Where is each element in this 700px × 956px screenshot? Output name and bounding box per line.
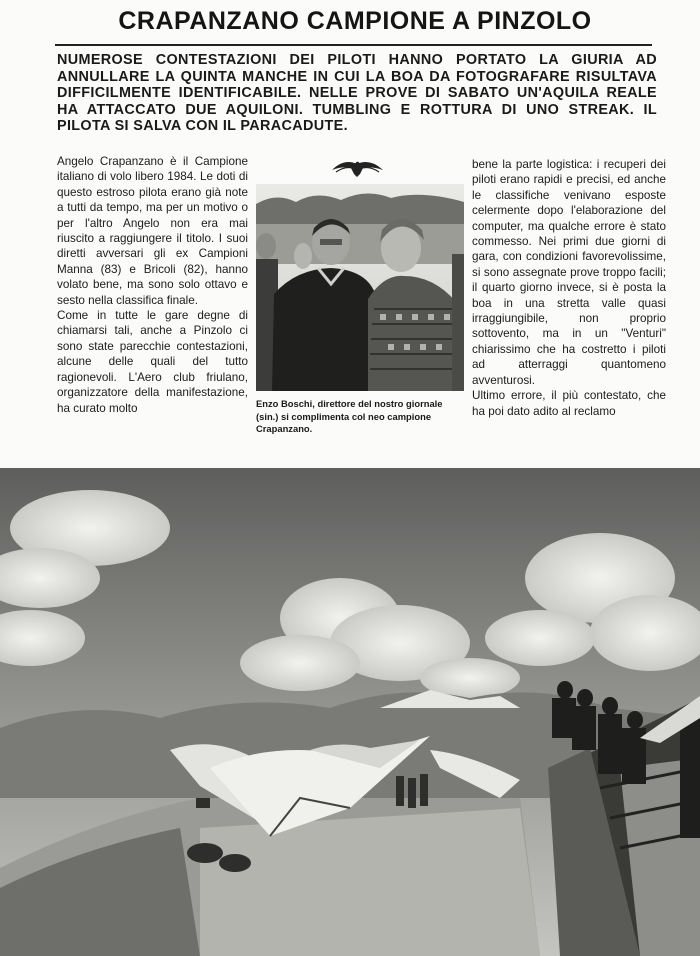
headline: CRAPANZANO CAMPIONE A PINZOLO xyxy=(118,7,592,35)
launch-site-photo xyxy=(0,468,700,956)
column-left-paragraph-2: Come in tutte le gare degne di chiamarsi tali, anche a Pinzolo ci sono state parecchie contestazioni, alcune delle quali del tutto ragionevoli. L'Aero club friulano, organizzatore della manifestazione, ha curato molto xyxy=(57,309,248,415)
portrait-photo xyxy=(256,184,464,391)
column-left-paragraph-1: Angelo Crapanzano è il Campione italiano di volo libero 1984. Le doti di questo estroso pilota erano già note a tutti da tempo, ma per un motivo o per l'altro Angelo non era mai riuscito a raggiungere il titolo. I suoi diretti avversari gli ex Campioni Manna (83) e Bricoli (82), hanno volato bene, ma sono solo ottavo e sesto nella classifica finale. xyxy=(57,155,248,307)
headline-rule xyxy=(55,44,652,46)
column-left xyxy=(57,154,248,416)
eagle-icon xyxy=(330,152,385,178)
column-right-paragraph-2: Ultimo errore, il più contestato, che ha poi dato adito al reclamo xyxy=(472,389,666,418)
lead-paragraph: NUMEROSE CONTESTAZIONI DEI PILOTI HANNO PORTATO LA GIURIA AD ANNULLARE LA QUINTA MANCHE IN CUI LA BOA DA FOTOGRAFARE RISULTAVA DIFFICILMENTE IDENTIFICABILE. NELLE PROVE DI SABATO UN'AQUILA REALE HA ATTACCATO DUE AQUILONI. TUMBLING E ROTTURA DI UNO STREAK. IL PILOTA SI SALVA CON IL PARACADUTE. xyxy=(57,52,657,134)
column-right-paragraph-1: bene la parte logistica: i recuperi dei piloti erano rapidi e precisi, ed anche le classifiche venivano esposte celermente dopo l'elaborazione del computer, ma qualche errore è stato commesso. Nei primi due giorni di gara, con condizioni favorevolissime, si sono assegnate prove troppo facili; il quarto giorno invece, si è posta la boa in una stretta valle quasi irraggiungibile, non proprio sottovento, ma in un "Venturi" chiarissimo che ha costretto i piloti ad atterraggi quantomeno avventurosi. xyxy=(472,158,666,387)
photo-caption: Enzo Boschi, direttore del nostro giornale (sin.) si complimenta col neo campione Crapanzano. xyxy=(256,398,443,434)
column-right xyxy=(472,157,666,419)
